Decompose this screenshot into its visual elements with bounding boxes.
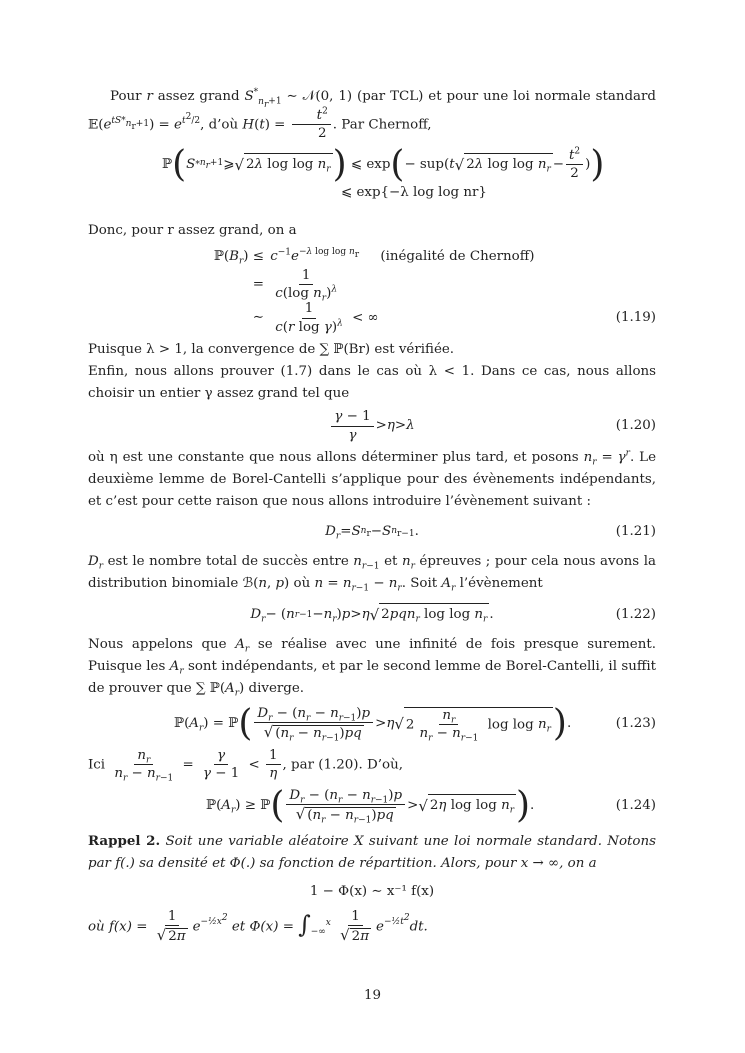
equation-number-1-19: (1.19) [615, 310, 656, 326]
paragraph-2: Donc, pour r assez grand, on a [88, 222, 297, 238]
equation-1-23: ℙ( $A_r$ ) = ℙ ( $\frac{D_r - (n_r - n_{r-1})p}{√ (n_r - n_{r-1})pq}$ > η √ 2 $\frac{n_r}{n_r - n_{r-1}}$ $\log \log n_r$ ) . (1.23) [174, 702, 656, 745]
equation-number-1-21: (1.21) [615, 524, 656, 540]
equation-1-21: $D_r$ = S $n_r$ − S $n_{r-1}$ . (1.21) [88, 521, 656, 543]
paragraph-6: $D_r$ est le nombre total de succès entre $n_{r-1}$ et $n_r$ épreuves ; pour cela nous avons la distribution binomiale ℬ(n, p) où $n = n_{r-1} - n_r$. Soit $A_r$ l’évènement [88, 554, 656, 594]
chernoff-note: (inégalité de Chernoff) [380, 248, 535, 264]
paragraph-5: où η est une constante que nous allons déterminer plus tard, et posons $n_r = \gamma^r$. Le deuxième lemme de Borel-Cantelli s’applique pour des évènements indépendants, et c’est pour cette raison que nous allons introduire l’évènement suivant : [88, 448, 656, 510]
equation-chernoff-2: ⩽ exp{−λ log log nr} [341, 184, 487, 200]
equation-number-1-20: (1.20) [615, 418, 656, 434]
paragraph-8: Ici $\frac{n_r}{n_r - n_{r-1}}$ = $\frac{\gamma}{\gamma - 1}$ < $\frac{1}{\eta}$ , par (1.20). D’où, [88, 747, 403, 784]
equation-chernoff-1: ℙ ( S * $n_r+1$ ⩾ √ 2λ $\log \log n_r$ ) ⩽ exp ( − sup( t √ 2λ $\log \log n_r$ − $\frac{t^2}{2}$ ) ) [162, 143, 605, 185]
rappel-where: où f(x) = $\frac{1}{√ 2\pi}$ $e^{-\frac{1}{2}x^2}$ et $\Phi(x) = \int_{-\infty}^x$ $\frac{1}{√ 2\pi}$ $e^{-\frac{1}{2}t^2}dt$. [88, 908, 428, 944]
equation-1-20: $\frac{\gamma - 1}{\gamma}$ > η > λ (1.20) [88, 409, 656, 443]
equation-1-22: $D_r$ − ( n r−1 − $n_r$ ) p > η √ 2pqn$_r$ $\log \log n_r$ . (1.22) [88, 603, 656, 626]
rappel-label: Rappel 2. [88, 832, 161, 849]
rappel-paragraph: Rappel 2. Soit une variable aléatoire X suivant une loi normale standard. Notons par f(.) sa densité et Φ(.) sa fonction de répartition. Alors, pour x → ∞, on a [88, 832, 656, 871]
page-body [88, 86, 656, 944]
page-number: 19 [363, 988, 382, 1003]
paragraph-7: Nous appelons que $A_r$ se réalise avec une infinité de fois presque surement. Puisque les $A_r$ sont indépendants, et par le second lemme de Borel-Cantelli, il suffit de prouver que ∑ $ℙ(A_r)$ diverge. [88, 637, 656, 699]
paragraph-3: Puisque λ > 1, la convergence de ∑ ℙ(Br) est vérifiée. [88, 342, 455, 358]
equation-rappel: 1 − Φ(x) ∼ x⁻¹ f(x) [309, 883, 435, 899]
paragraph-4: Enfin, nous allons prouver (1.7) dans le cas où λ < 1. Dans ce cas, nous allons choisir un entier γ assez grand tel que [88, 364, 656, 402]
equation-number-1-23: (1.23) [615, 715, 656, 731]
paragraph-1: Pour r assez grand $S^*_{n_r+1}$ ∼ 𝒩(0, 1) (par TCL) et pour une loi normale standard $𝔼(e^{tS*_{n_r+1}}) = e^{t^2/2}$, d’où H(t) = $\frac{t^2}{2}$ . Par Chernoff, [88, 87, 656, 142]
equation-block-1-19: $ℙ(B_r)$ ≤ $c^{-1}e^{-\lambda log log n_r}$ (inégalité de Chernoff) = $\frac{1}{c(\log n_r)^\lambda}$ ∼ $\frac{1}{c(r \log \gamma)^\lambda}$ < ∞ (1.19) [213, 247, 656, 335]
equation-1-24: ℙ( $A_r$ ) ≥ ℙ ( $\frac{D_r - (n_r - n_{r-1})p}{√ (n_r - n_{r-1})pq}$ > √ 2η $\log \log n_r$ ) . (1.24) [206, 784, 656, 826]
equation-number-1-22: (1.22) [615, 606, 656, 622]
equation-number-1-24: (1.24) [615, 797, 656, 813]
